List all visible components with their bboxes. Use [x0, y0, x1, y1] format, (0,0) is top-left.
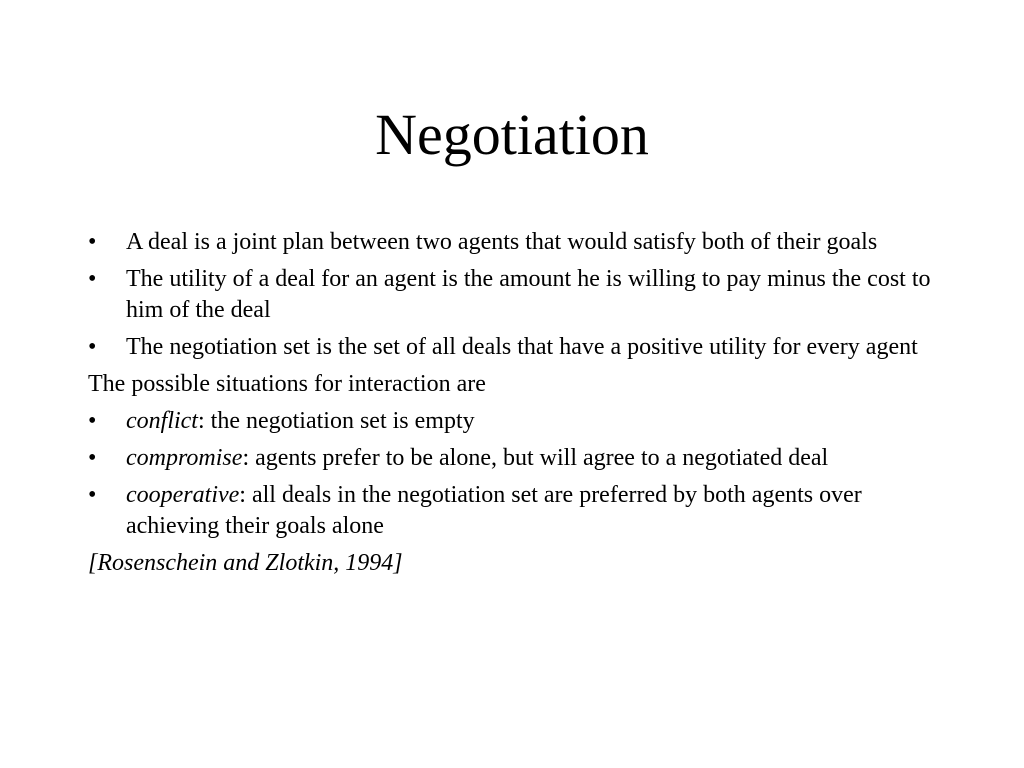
term-separator: : [242, 445, 250, 471]
bullet-item-utility [88, 264, 938, 326]
bullet-text: A deal is a joint plan between two agents that would satisfy both of their goals [126, 229, 878, 255]
term-separator: : [197, 408, 205, 434]
intro-line [88, 369, 938, 400]
slide-body [88, 227, 938, 585]
bullet-item-conflict [88, 406, 938, 437]
citation-line [88, 548, 938, 579]
term-compromise: compromise [126, 445, 243, 471]
slide-title: Negotiation [375, 102, 649, 167]
bullet-item-compromise [88, 443, 938, 474]
bullet-text: the negotiation set is empty [204, 408, 475, 434]
bullet-marker: • [88, 229, 97, 255]
bullet-item-deal [88, 227, 938, 258]
bullet-marker: • [88, 408, 97, 434]
term-conflict: conflict [126, 408, 198, 434]
bullet-item-negotiation-set [88, 332, 938, 363]
bullet-marker: • [88, 445, 97, 471]
bullet-marker: • [88, 266, 97, 292]
intro-text: The possible situations for interaction are [88, 371, 486, 397]
bullet-text: The negotiation set is the set of all deals that have a positive utility for every agent [126, 334, 918, 360]
bullet-marker: • [88, 334, 97, 360]
bullet-item-cooperative [88, 480, 938, 542]
term-cooperative: cooperative [126, 482, 240, 508]
bullet-text: all deals in the negotiation set are preferred by both agents over achieving their goals alone [126, 482, 862, 539]
bullet-text: agents prefer to be alone, but will agree to a negotiated deal [249, 445, 829, 471]
citation: [Rosenschein and Zlotkin, 1994] [88, 550, 403, 576]
term-separator: : [239, 482, 246, 508]
bullet-text: The utility of a deal for an agent is the amount he is willing to pay minus the cost to him of the deal [126, 266, 931, 323]
bullet-marker: • [88, 482, 97, 508]
